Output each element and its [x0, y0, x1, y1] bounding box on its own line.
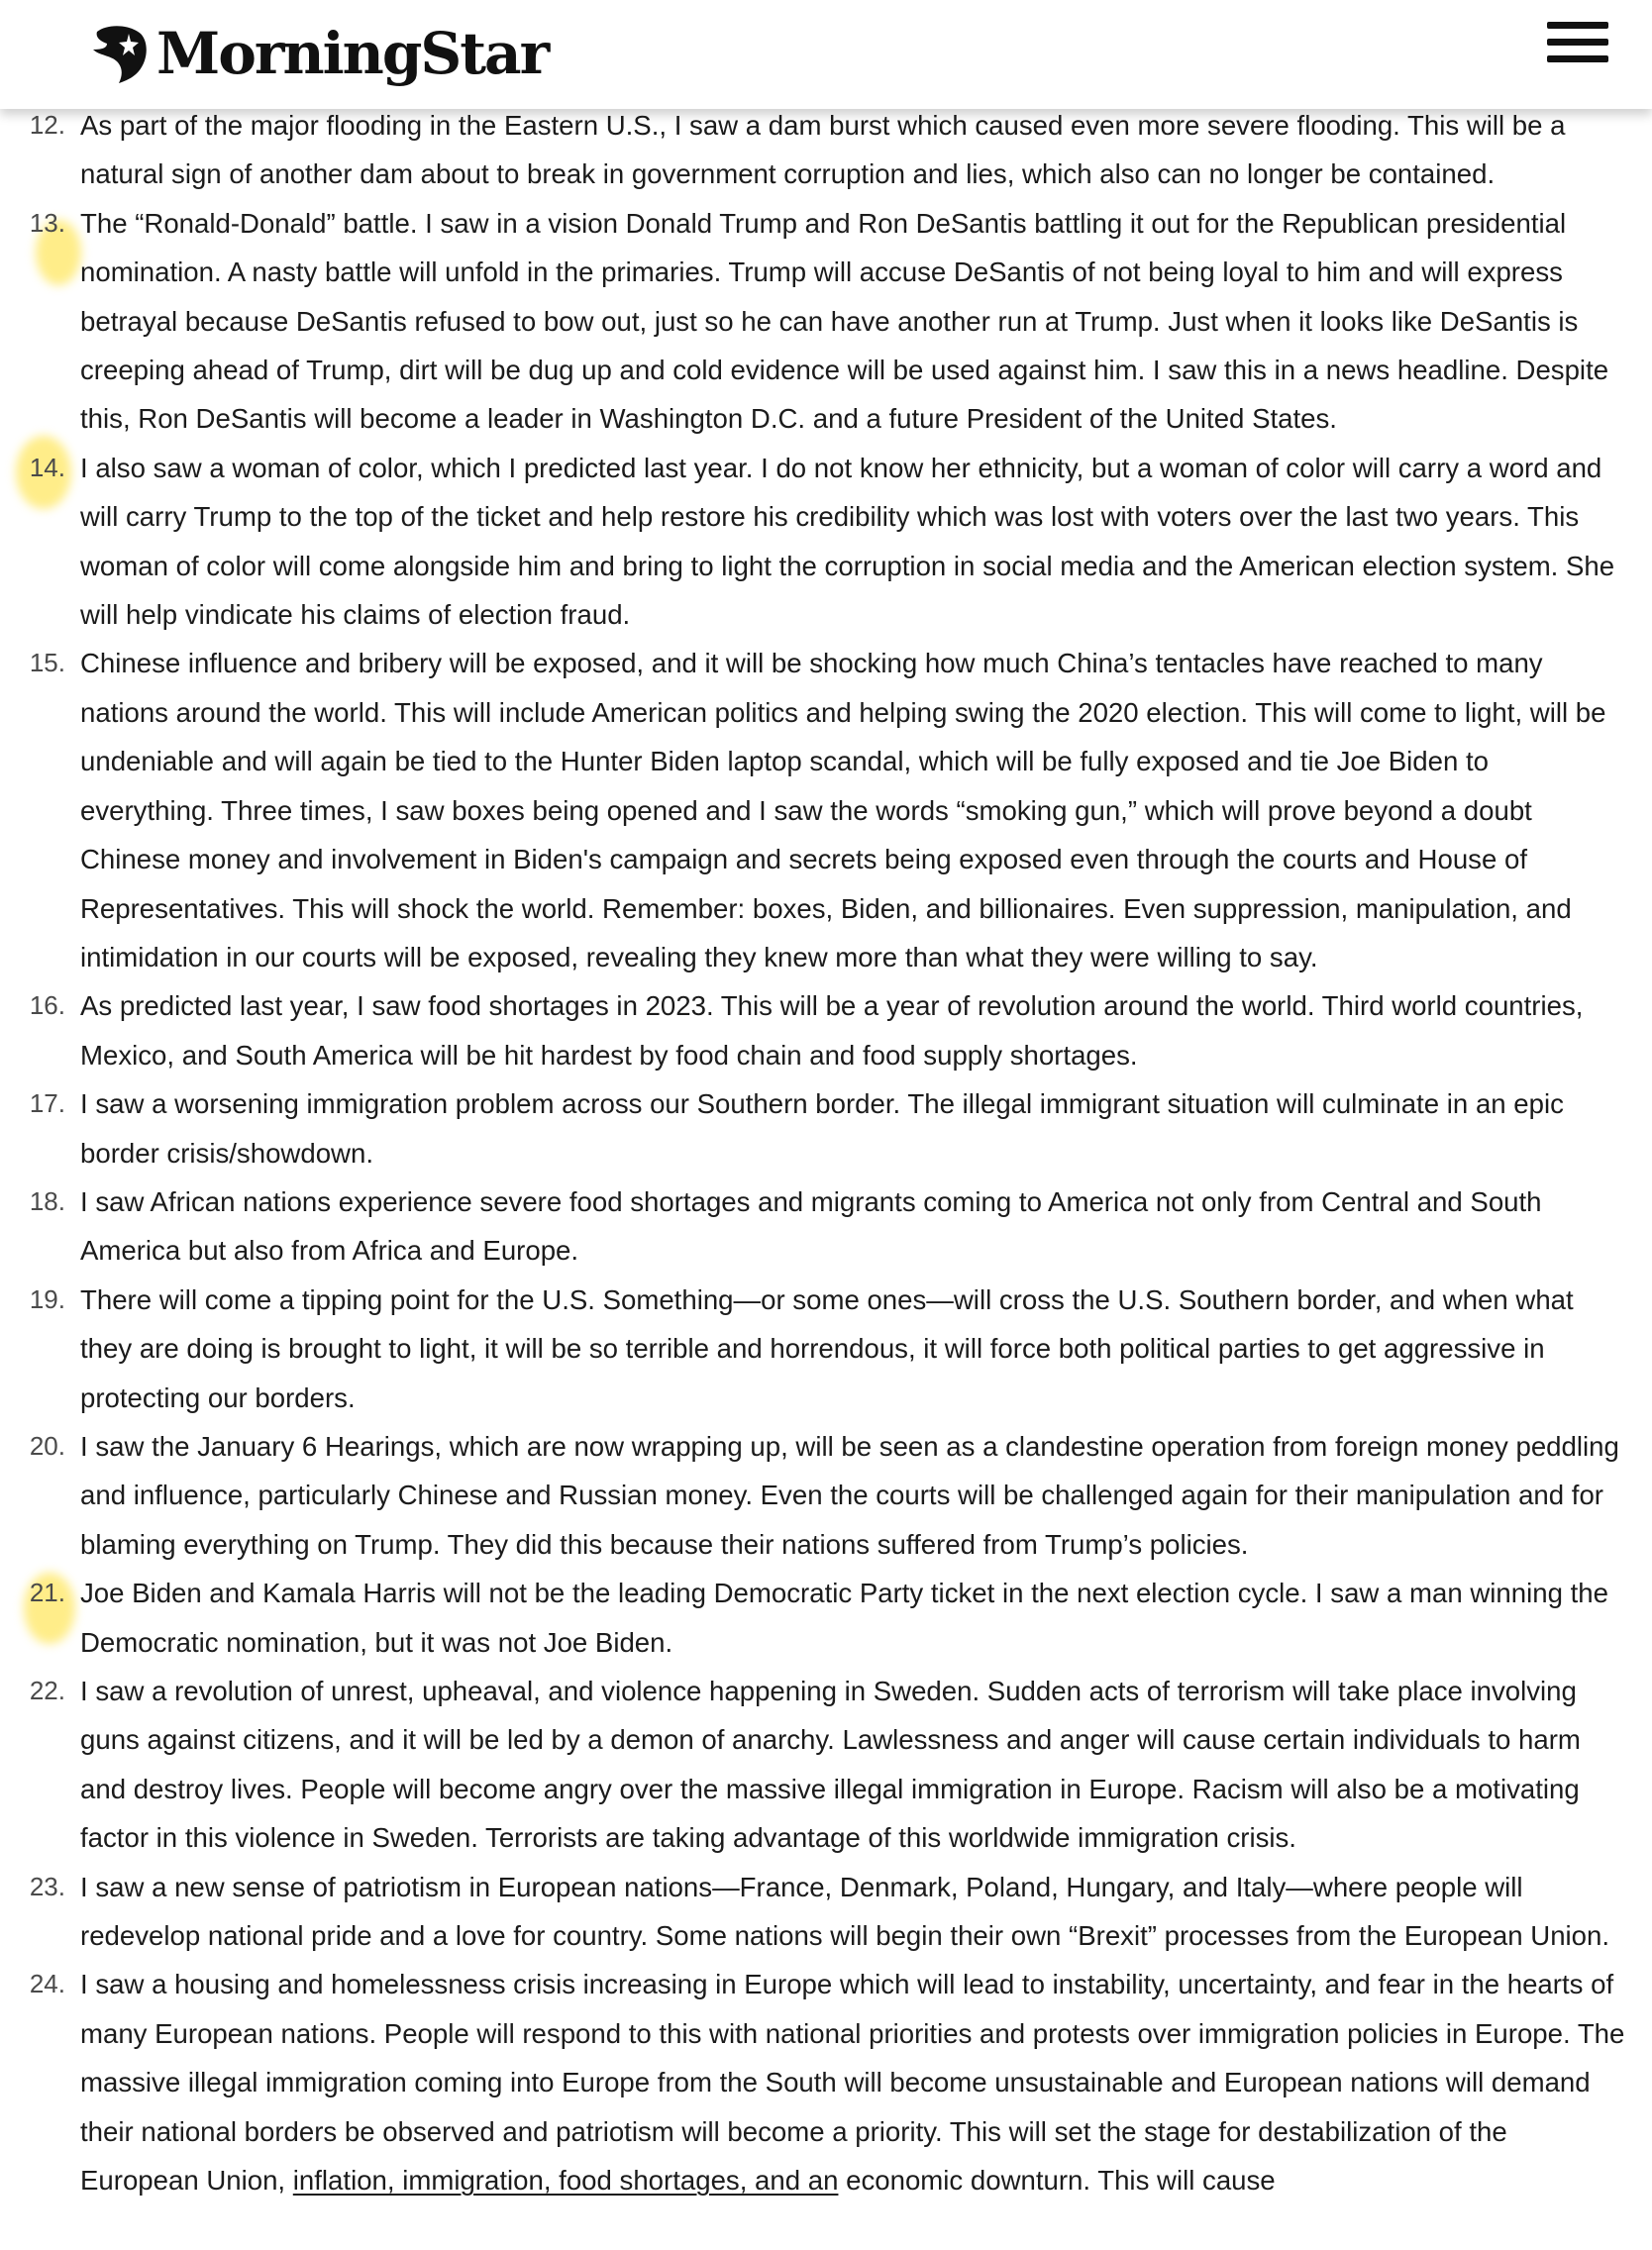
item-text: I saw a worsening immigration problem across our Southern border. The illegal immigrant situation will culminate in an epic border crisis/showdown. [80, 1088, 1564, 1169]
item-text: I also saw a woman of color, which I predicted last year. I do not know her ethnicity, but a woman of color will carry a word and will carry Trump to the top of the ticket and help restore his credibility which was lost with voters over the last two years. This woman of color will come alongside him and bring to light the corruption in social media and the American election system. She will help vindicate his claims of election fraud. [80, 452, 1615, 631]
brand-name: MorningStar [156, 20, 549, 87]
item-text: I saw the January 6 Hearings, which are now wrapping up, will be seen as a clandestine operation from foreign money peddling and influence, particularly Chinese and Russian money. Even the courts will be challenged again for their manipulation and for blaming everything on Trump. They did this because their nations suffered from Trump’s policies. [80, 1430, 1619, 1560]
list-item [0, 1569, 1652, 1667]
item-number: 20. [29, 1430, 65, 1461]
list-item [0, 444, 1652, 640]
site-header [0, 0, 1652, 109]
item-text: I saw a revolution of unrest, upheaval, and violence happening in Sweden. Sudden acts of terrorism will take place involving guns against citizens, and it will be led by a demon of anarchy. Lawlessness and anger will cause certain individuals to harm and destroy lives. People will become angry over the massive illegal immigration in Europe. Racism will also be a motivating factor in this violence in Sweden. Terrorists are taking advantage of this worldwide immigration crisis. [80, 1676, 1581, 1854]
list-item [0, 1667, 1652, 1863]
list-item [0, 1276, 1652, 1422]
brand-logo[interactable] [89, 14, 548, 93]
predictions-list [0, 109, 1652, 2204]
item-text-end: economic downturn. This will cause [846, 2165, 1276, 2197]
eagle-head-star-icon [89, 22, 151, 85]
item-number: 18. [29, 1185, 65, 1216]
item-number: 23. [29, 1871, 65, 1901]
list-item [0, 1863, 1652, 1961]
item-number: 15. [29, 648, 65, 678]
list-item [0, 1422, 1652, 1569]
menu-bar [1547, 55, 1608, 62]
item-number: 16. [29, 990, 65, 1021]
item-number: 17. [29, 1088, 65, 1119]
item-number: 22. [29, 1676, 65, 1705]
list-item [0, 639, 1652, 981]
item-text: The “Ronald-Donald” battle. I saw in a vision Donald Trump and Ron DeSantis battling it out for the Republican presidential nomination. A nasty battle will unfold in the primaries. Trump will accuse DeSantis of not being loyal to him and will express betrayal because DeSantis refused to bow out, just so he can have another run at Trump. Just when it looks like DeSantis is creeping ahead of Trump, dirt will be dug up and cold evidence will be used against him. I saw this in a news headline. Despite this, Ron DeSantis will become a leader in Washington D.C. and a future President of the United States. [80, 207, 1609, 435]
item-text: Chinese influence and bribery will be exposed, and it will be shocking how much China’s tentacles have reached to many nations around the world. This will include American politics and helping swing the 2020 election. This will come to light, will be undeniable and will again be tied to the Hunter Biden laptop scandal, which will be fully exposed and tie Joe Biden to everything. Three times, I saw boxes being opened and I saw the words “smoking gun,” which will prove beyond a doubt Chinese money and involvement in Biden's campaign and secrets being exposed even through the courts and House of Representatives. This will shock the world. Remember: boxes, Biden, and billionaires. Even suppression, manipulation, and intimidation in our courts will be exposed, revealing they knew more than what they were willing to say. [80, 648, 1606, 972]
menu-bar [1547, 22, 1608, 29]
list-item [0, 1079, 1652, 1177]
list-item [0, 1960, 1652, 2204]
list-item [0, 1177, 1652, 1276]
item-text: I saw a new sense of patriotism in European nations—France, Denmark, Poland, Hungary, and Italy—where people will redevelop national pride and a love for country. Some nations will begin their own “Brexit” processes from the European Union. [80, 1871, 1610, 1952]
item-text: As predicted last year, I saw food shortages in 2023. This will be a year of revolution around the world. Third world countries, Mexico, and South America will be hit hardest by food chain and food supply shortages. [80, 990, 1584, 1071]
item-text: I saw a housing and homelessness crisis increasing in Europe which will lead to instability, uncertainty, and fear in the hearts of many European nations. People will respond to this with national priorities and protests over immigration policies in Europe. The massive illegal immigration coming into Europe from the South will become unsustainable and European nations will demand their national borders be observed and patriotism will become a priority. This will set the stage for destabilization of the European Union, [80, 1969, 1625, 2197]
item-number: 14. [29, 452, 65, 482]
item-number: 19. [29, 1283, 65, 1314]
item-number: 12. [29, 110, 65, 140]
article-content [0, 109, 1652, 2250]
item-text: There will come a tipping point for the U.S. Something—or some ones—will cross the U.S. Southern border, and when what they are doing is brought to light, it will be so terrible and horrendous, it will force both political parties to get aggressive in protecting our borders. [80, 1283, 1574, 1413]
list-item [0, 109, 1652, 199]
item-text: Joe Biden and Kamala Harris will not be the leading Democratic Party ticket in the next election cycle. I saw a man winning the Democratic nomination, but it was not Joe Biden. [80, 1578, 1608, 1658]
item-number: 21. [29, 1578, 65, 1608]
underlined-text: inflation, immigration, food shortages, and an [292, 2165, 839, 2197]
item-number: 24. [29, 1969, 65, 1999]
list-item [0, 199, 1652, 444]
item-text: I saw African nations experience severe food shortages and migrants coming to America not only from Central and South America but also from Africa and Europe. [80, 1185, 1542, 1267]
menu-bar [1547, 39, 1608, 46]
hamburger-menu-icon[interactable] [1547, 22, 1608, 61]
list-item [0, 981, 1652, 1079]
item-number: 13. [29, 207, 65, 238]
item-text: As part of the major flooding in the Eastern U.S., I saw a dam burst which caused even more severe flooding. This will be a natural sign of another dam about to break in government corruption and lies, which also can no longer be contained. [80, 110, 1566, 190]
